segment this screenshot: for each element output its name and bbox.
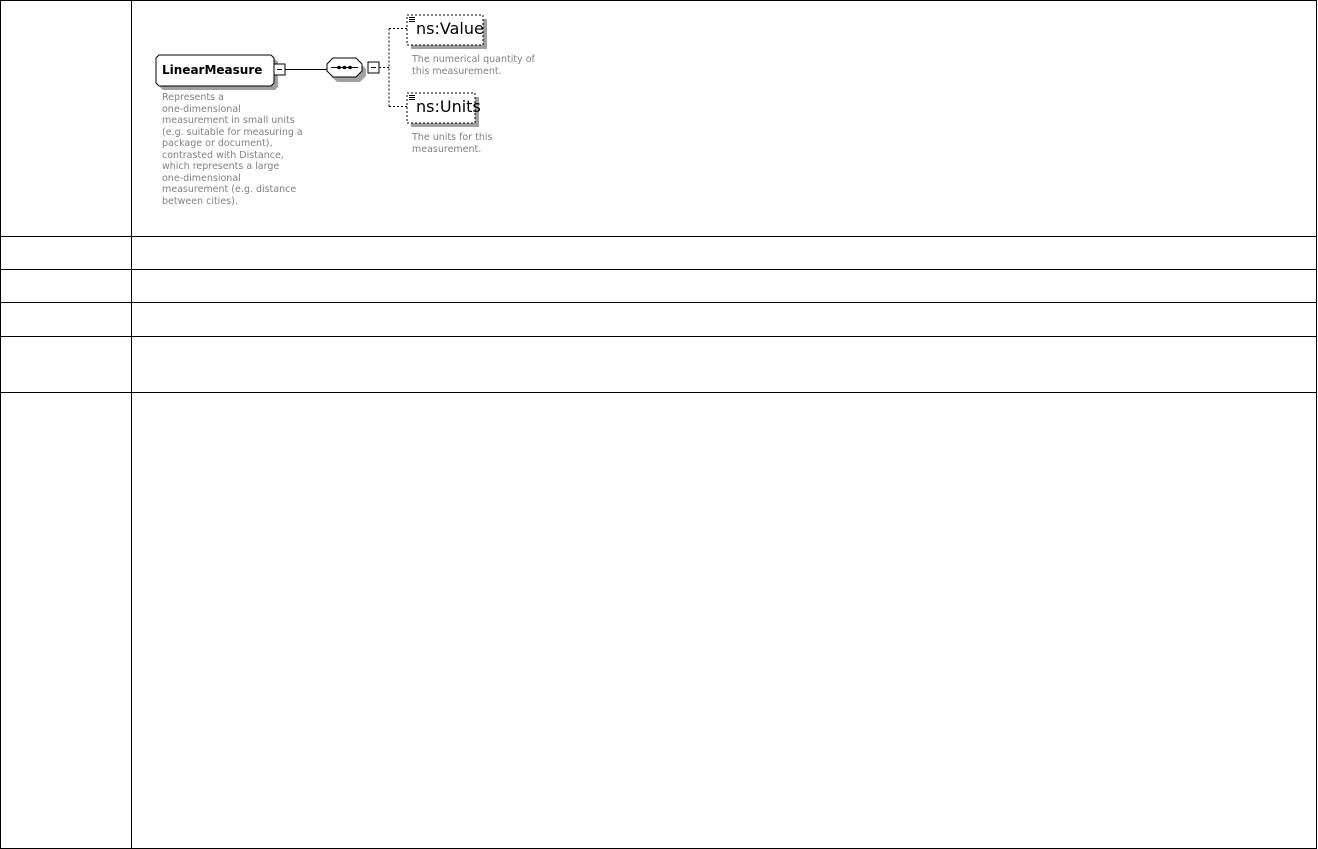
child-connector-lines xyxy=(379,29,407,107)
child-element-units[interactable] xyxy=(407,93,481,127)
diagram-svg xyxy=(132,1,732,237)
diagram-label-cell xyxy=(1,1,132,237)
table-row xyxy=(1,270,1317,303)
sequence-compositor[interactable] xyxy=(327,58,366,82)
table-row xyxy=(1,303,1317,337)
sequence-collapse-button[interactable] xyxy=(368,62,379,73)
diagram-row xyxy=(1,1,1317,237)
root-element-box[interactable] xyxy=(156,55,278,90)
root-doc-line: measurement (e.g. distance xyxy=(162,184,297,195)
child-units-doc-line-2: measurement. xyxy=(412,144,482,155)
root-doc-line: measurement in small units xyxy=(162,115,295,126)
root-doc-line: package or document), xyxy=(162,138,273,149)
child-value-doc-line-1: The numerical quantity of xyxy=(412,54,535,65)
root-collapse-button[interactable] xyxy=(274,64,285,75)
root-doc-line: one-dimensional xyxy=(162,104,241,115)
root-doc-line: contrasted with Distance, xyxy=(162,150,284,161)
table-row xyxy=(1,237,1317,270)
child-units-label: ns:Units xyxy=(416,97,481,116)
label-cell xyxy=(1,337,132,393)
root-doc-line: which represents a large xyxy=(162,161,280,172)
value-cell xyxy=(132,270,1317,303)
label-cell xyxy=(1,303,132,337)
diagram-cell xyxy=(132,1,1317,237)
table-row xyxy=(1,337,1317,393)
child-units-doc-line-1: The units for this xyxy=(412,132,493,143)
value-cell xyxy=(132,393,1317,849)
root-doc-line: (e.g. suitable for measuring a xyxy=(162,127,303,138)
value-cell xyxy=(132,303,1317,337)
value-cell xyxy=(132,337,1317,393)
label-cell xyxy=(1,237,132,270)
root-element-doc xyxy=(162,92,303,207)
label-cell xyxy=(1,393,132,849)
root-doc-line: Represents a xyxy=(162,92,224,103)
root-doc-line: one-dimensional xyxy=(162,173,241,184)
value-cell xyxy=(132,237,1317,270)
child-element-value[interactable] xyxy=(407,15,487,49)
child-value-label: ns:Value xyxy=(416,19,484,38)
label-cell xyxy=(1,270,132,303)
child-value-doc-line-2: this measurement. xyxy=(412,66,502,77)
root-element-name: LinearMeasure xyxy=(162,63,263,77)
root-doc-line: between cities). xyxy=(162,196,238,207)
schema-diagram xyxy=(132,1,732,237)
table-row xyxy=(1,393,1317,849)
